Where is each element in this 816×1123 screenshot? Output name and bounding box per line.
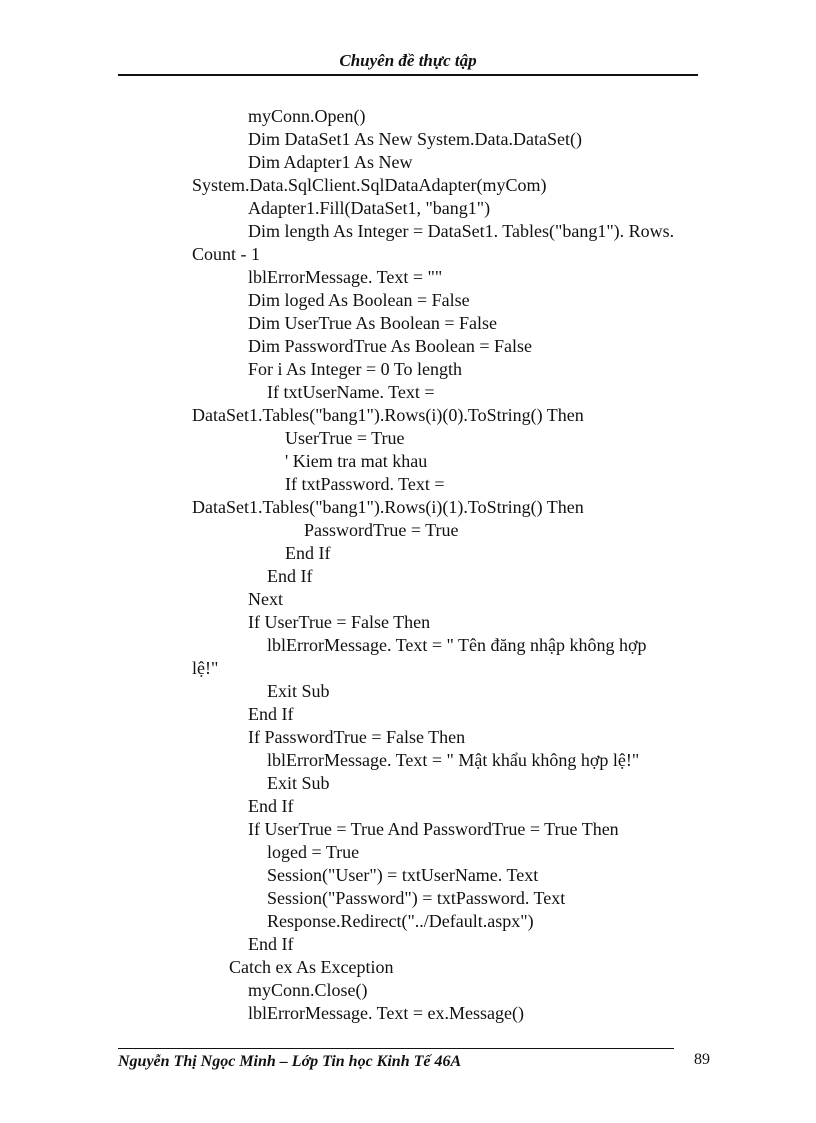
code-line: For i As Integer = 0 To length bbox=[248, 359, 463, 379]
code-line: If UserTrue = False Then bbox=[248, 612, 431, 632]
code-line: End If bbox=[285, 543, 331, 563]
code-line: lblErrorMessage. Text = ex.Message() bbox=[248, 1003, 524, 1023]
code-line: If txtUserName. Text = bbox=[267, 382, 435, 402]
code-line: Count - 1 bbox=[192, 244, 261, 264]
code-line: UserTrue = True bbox=[285, 428, 405, 448]
code-line: myConn.Open() bbox=[248, 106, 366, 126]
code-line: lblErrorMessage. Text = " Tên đăng nhập không hợp bbox=[267, 635, 647, 655]
code-line: Dim DataSet1 As New System.Data.DataSet() bbox=[248, 129, 582, 149]
header-divider bbox=[118, 74, 698, 76]
code-listing bbox=[192, 105, 702, 1025]
code-line: If txtPassword. Text = bbox=[285, 474, 445, 494]
code-line: Response.Redirect("../Default.aspx") bbox=[267, 911, 534, 931]
code-line: PasswordTrue = True bbox=[304, 520, 459, 540]
code-line: lblErrorMessage. Text = "" bbox=[248, 267, 443, 287]
code-line: End If bbox=[267, 566, 313, 586]
code-line: Exit Sub bbox=[267, 681, 330, 701]
code-line: Session("User") = txtUserName. Text bbox=[267, 865, 539, 885]
header-title: Chuyên đề thực tập bbox=[339, 51, 477, 70]
code-line: End If bbox=[248, 796, 294, 816]
code-line: If UserTrue = True And PasswordTrue = True Then bbox=[248, 819, 619, 839]
code-line: Adapter1.Fill(DataSet1, "bang1") bbox=[248, 198, 491, 218]
page-number: 89 bbox=[694, 1051, 710, 1068]
code-line: End If bbox=[248, 934, 294, 954]
footer-author: Nguyễn Thị Ngọc Minh – Lớp Tin học Kinh Tế 46A bbox=[118, 1053, 462, 1070]
code-line: End If bbox=[248, 704, 294, 724]
code-line: Next bbox=[248, 589, 283, 609]
code-line: Dim loged As Boolean = False bbox=[248, 290, 470, 310]
code-line: DataSet1.Tables("bang1").Rows(i)(1).ToString() Then bbox=[192, 497, 584, 517]
code-line: DataSet1.Tables("bang1").Rows(i)(0).ToString() Then bbox=[192, 405, 584, 425]
code-line: lệ!" bbox=[192, 658, 219, 678]
code-line: Catch ex As Exception bbox=[229, 957, 394, 977]
code-line: Session("Password") = txtPassword. Text bbox=[267, 888, 566, 908]
code-line: lblErrorMessage. Text = " Mật khẩu không hợp lệ!" bbox=[267, 750, 640, 770]
code-line: Exit Sub bbox=[267, 773, 330, 793]
code-line: If PasswordTrue = False Then bbox=[248, 727, 466, 747]
code-line: Dim UserTrue As Boolean = False bbox=[248, 313, 497, 333]
code-line: ' Kiem tra mat khau bbox=[285, 451, 428, 471]
code-line: myConn.Close() bbox=[248, 980, 368, 1000]
code-line: Dim PasswordTrue As Boolean = False bbox=[248, 336, 532, 356]
code-line: Dim Adapter1 As New bbox=[248, 152, 413, 172]
footer-divider bbox=[118, 1048, 674, 1049]
code-line: System.Data.SqlClient.SqlDataAdapter(myCom) bbox=[192, 175, 547, 195]
code-line: loged = True bbox=[267, 842, 360, 862]
code-line: Dim length As Integer = DataSet1. Tables("bang1"). Rows. bbox=[248, 221, 675, 241]
